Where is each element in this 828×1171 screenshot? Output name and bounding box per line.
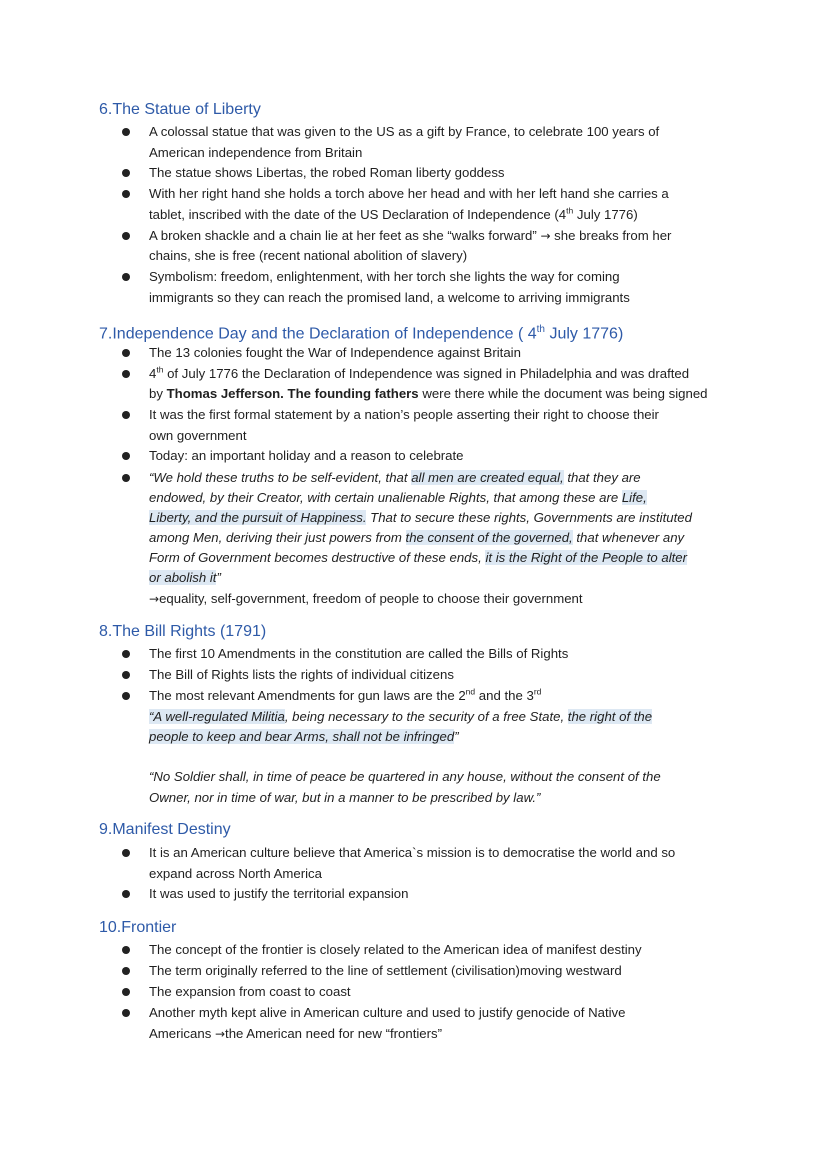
bullet (122, 849, 130, 857)
text-line (149, 226, 671, 246)
text-line: Another myth kept alive in American culture and used to justify genocide of Native (149, 1005, 626, 1020)
section-heading-frontier: 10.Frontier (99, 919, 177, 936)
superscript: th (566, 205, 574, 216)
text-run: July 1776) (573, 207, 638, 222)
text-line: The statue shows Libertas, the robed Roman liberty goddess (149, 165, 505, 180)
text-line (149, 364, 689, 384)
bullet (122, 650, 130, 658)
text-run: “We hold these truths to be self-evident, that (149, 470, 412, 485)
text-line: With her right hand she holds a torch above her head and with her left hand she carries a (149, 186, 669, 201)
highlighted-text: the right of the (567, 709, 653, 724)
highlighted-text: people to keep and bear Arms, shall not be infringed (149, 729, 455, 744)
text-run: that they are (563, 470, 641, 485)
text-run: she breaks from her (550, 228, 672, 243)
bullet (122, 946, 130, 954)
summary-line (149, 589, 583, 609)
text-run: tablet, inscribed with the date of the US Declaration of Independence (4 (149, 207, 567, 222)
bullet (122, 411, 130, 419)
text-run: ” (216, 570, 221, 585)
text-line (149, 686, 541, 706)
highlighted-text: “A well-regulated Militia (149, 709, 285, 724)
text-run: of July 1776 the Declaration of Independence was signed in Philadelphia and was drafted (163, 366, 690, 381)
text-line: It was the first formal statement by a nation’s people asserting their right to choose their (149, 407, 659, 422)
bullet (122, 349, 130, 357)
text-run: ” (454, 729, 459, 744)
superscript: th (156, 364, 164, 375)
text-line: It was used to justify the territorial expansion (149, 886, 409, 901)
text-line: American independence from Britain (149, 145, 363, 160)
text-run: , being necessary to the security of a free State, (284, 709, 568, 724)
text-line (149, 384, 708, 404)
text-line: own government (149, 428, 247, 443)
text-line: chains, she is free (recent national abolition of slavery) (149, 248, 468, 263)
highlighted-text: it is the Right of the People to alter (485, 550, 688, 565)
text-line: The 13 colonies fought the War of Independence against Britain (149, 345, 521, 360)
bullet (122, 967, 130, 975)
quote-line (149, 528, 684, 548)
text-run: The most relevant Amendments for gun laws are the 2 (149, 688, 466, 703)
text-run: that whenever any (572, 530, 685, 545)
bullet (122, 128, 130, 136)
text-line: The term originally referred to the line of settlement (civilisation)moving westward (149, 963, 622, 978)
bullet (122, 692, 130, 700)
highlighted-text: all men are created equal, (411, 470, 564, 485)
quote-line (149, 707, 652, 727)
text-line: Symbolism: freedom, enlightenment, with her torch she lights the way for coming (149, 269, 620, 284)
section-heading-manifest-destiny: 9.Manifest Destiny (99, 821, 231, 838)
bullet (122, 474, 130, 482)
superscript: nd (465, 686, 476, 697)
highlighted-text: or abolish it (149, 570, 217, 585)
text-run: 4 (149, 366, 157, 381)
text-run: and the 3 (475, 688, 534, 703)
highlighted-text: Life, (621, 490, 647, 505)
text-run: among Men, deriving their just powers from (149, 530, 406, 545)
text-run: Form of Government becomes destructive of these ends, (149, 550, 486, 565)
text-run: were there while the document was being signed (418, 386, 708, 401)
bullet (122, 988, 130, 996)
text-line: The Bill of Rights lists the rights of individual citizens (149, 667, 454, 682)
quote-line (149, 548, 687, 568)
bullet (122, 169, 130, 177)
bullet (122, 671, 130, 679)
bullet (122, 232, 130, 240)
heading-run: 7.Independence Day and the Declaration of Independence ( 4 (99, 325, 537, 343)
highlighted-text: the consent of the governed, (405, 530, 573, 545)
text-run: endowed, by their Creator, with certain unalienable Rights, that among these are (149, 490, 622, 505)
quote-line (149, 468, 641, 488)
right-arrow-icon: → (540, 229, 551, 243)
text-line (149, 1024, 442, 1044)
quote-line: “No Soldier shall, in time of peace be quartered in any house, without the consent of the (149, 769, 661, 784)
quote-line (149, 568, 221, 588)
bold-text: Thomas Jefferson. The founding fathers (166, 386, 419, 401)
bullet (122, 1009, 130, 1017)
text-line: immigrants so they can reach the promised land, a welcome to arriving immigrants (149, 290, 630, 305)
highlighted-text: Liberty, and the pursuit of Happiness. (149, 510, 367, 525)
text-run: equality, self-government, freedom of people to choose their government (159, 591, 583, 606)
text-line: A colossal statue that was given to the US as a gift by France, to celebrate 100 years of (149, 124, 660, 139)
bullet (122, 273, 130, 281)
text-run: the American need for new “frontiers” (225, 1026, 442, 1041)
quote-line: Owner, nor in time of war, but in a manner to be prescribed by law.” (149, 790, 541, 805)
bullet (122, 452, 130, 460)
superscript: th (536, 324, 545, 335)
text-line: Today: an important holiday and a reason to celebrate (149, 448, 464, 463)
right-arrow-icon: → (149, 592, 160, 606)
heading-run: July 1776) (545, 325, 624, 343)
bullet (122, 890, 130, 898)
quote-line (149, 508, 692, 528)
text-line (149, 205, 638, 225)
quote-line (149, 727, 459, 747)
text-run: by (149, 386, 167, 401)
bullet (122, 190, 130, 198)
section-heading-statue-of-liberty: 6.The Statue of Liberty (99, 101, 261, 118)
text-line: The first 10 Amendments in the constitution are called the Bills of Rights (149, 646, 569, 661)
quote-line (149, 488, 647, 508)
section-heading-bill-of-rights: 8.The Bill Rights (1791) (99, 623, 267, 640)
superscript: rd (533, 686, 542, 697)
text-run: Americans (149, 1026, 215, 1041)
text-run: That to secure these rights, Governments are instituted (366, 510, 692, 525)
text-line: It is an American culture believe that America`s mission is to democratise the world and so (149, 845, 676, 860)
bullet (122, 370, 130, 378)
text-line: expand across North America (149, 866, 322, 881)
right-arrow-icon: → (214, 1027, 226, 1041)
text-line: The concept of the frontier is closely related to the American idea of manifest destiny (149, 942, 642, 957)
section-heading-independence-day (99, 320, 623, 344)
text-run: A broken shackle and a chain lie at her feet as she “walks forward” (149, 228, 541, 243)
text-line: The expansion from coast to coast (149, 984, 351, 999)
